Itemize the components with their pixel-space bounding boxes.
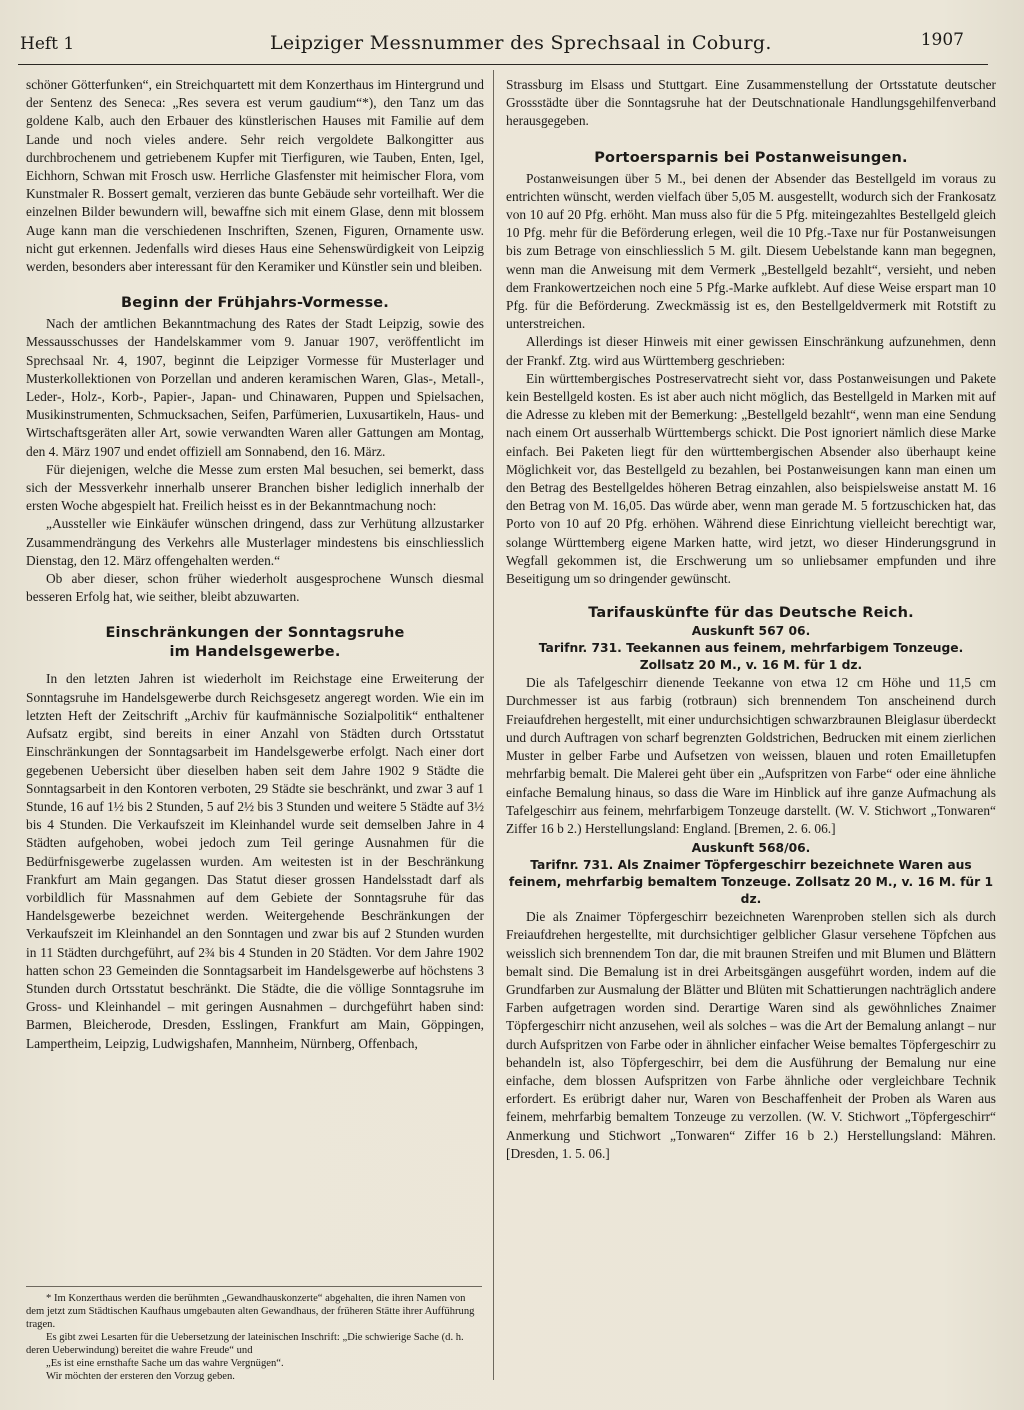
auskunft-567-text: Die als Tafelgeschirr dienende Teekanne von etwa 12 cm Höhe und 11,5 cm Durchmesser ist aus farbig (rotbraun) sich brennendem Ton anscheinend durch Freiaufdrehen hergestellt, mit einer undurchsichtigen schwarzbraunen Bleiglasur überdeckt und durch Auftragen von scharf begrenzten Goldstrichen, Bedrucken mit einem zierlichen Muster in gelber Farbe und Aufsetzen von weissen, blauen und roten Emailletupfen mehrfarbig bemalt. Die Malerei geht über ein „Aufspritzen von Farbe“ oder eine ähnliche einfache Bemalung hinaus, so dass die Ware im Hinblick auf ihre ganze Aufmachung als Tafelgeschirr aus feinem, mehrfarbigem Tonzeuge darstellt. (W. V. Stichwort „Tonwaren“ Ziffer 16 b 2.) Herstellungsland: England. [Bremen, 2. 6. 06.]: [506, 675, 996, 836]
porto-paragraph-3: Ein württembergisches Postreservatrecht sieht vor, dass Postanweisungen und Pakete kein Bestellgeld kosten. Es ist aber auch nicht möglich, das Bestellgeld in Marken mit auf die Adresse zu kleben mit der Bemerkung: „Bestellgeld bezahlt“, wenn man eine Sendung nach einem Ort ausserhalb Württembergs schickt. Die Post ignoriert nämlich diese Marke einfach. Bei Paketen liegt für den württembergischen Absender also überhaupt keine Möglichkeit vor, das Bestellgeld zu bezahlen, bei Postanweisungen kann man einen um den Betrag des Bestellgeldes höheren Betrag einzahlen, also beispielsweise anstatt M. 16 den Betrag von M. 16,05. Das würde aber, wenn man gerade M. 5 fortzuschicken hat, das Porto von 10 auf 20 Pfg. erhöhen. Während diese Einrichtung vielleicht berechtigt war, solange Württemberg eigene Marken hatte, wird jetzt, wo dieser Hinderungsgrund in Wegfall gekommen ist, die Erschwerung um so unliebsamer empfunden und ihre Beseitigung um so dringender gewünscht.: [506, 370, 996, 587]
auskunft-568-title: Auskunft 568/06.: [691, 841, 811, 856]
footnote-2: Es gibt zwei Lesarten für die Uebersetzung der lateinischen Inschrift: „Die schwierige Sache (d. h. deren Ueberwindung) bereitet die wahre Freude“ und: [26, 1332, 464, 1356]
left-column: [26, 76, 484, 1053]
heading-sonntagsruhe-line-1: Einschränkungen der Sonntagsruhe: [105, 625, 405, 642]
heading-sonntagsruhe: [26, 624, 484, 662]
footnote-3: „Es ist eine ernsthafte Sache um das wahre Vergnügen“.: [46, 1358, 284, 1369]
footnote-4: Wir möchten der ersteren den Vorzug geben.: [46, 1371, 235, 1382]
vormesse-paragraph-4: Ob aber dieser, schon früher wiederholt ausgesprochene Wunsch diesmal besseren Erfolg hat, wie seither, bleibt abzuwarten.: [26, 571, 484, 605]
column-divider: [493, 70, 494, 1380]
vormesse-paragraph-2: Für diejenigen, welche die Messe zum ersten Mal besuchen, sei bemerkt, dass sich der Messverkehr innerhalb unserer Branchen bisher lediglich innerhalb der ersten Woche abgespielt hat. Freilich heisst es in der Bekanntmachung noch:: [26, 461, 484, 514]
vormesse-paragraph-1: Nach der amtlichen Bekanntmachung des Rates der Stadt Leipzig, sowie des Messausschusses der Handelskammer vom 9. Januar 1907, veröffentlicht im Sprechsaal Nr. 4, 1907, beginnt die Leipziger Vormesse für Musterlager und Musterkollektionen von Porzellan und anderen keramischen Waren, Glas-, Metall-, Leder-, Holz-, Korb-, Papier-, Japan- und Chinawaren, Puppen und Spielsachen, Musikinstrumenten, Schmucksachen, Seifen, Parfümerien, Luxusartikeln, Haus- und Wirtschaftsgeräten aller Art, sowie verwandten Waren aller Gattungen am Montag, den 4. März 1907 und endet offiziell am Sonnabend, den 16. März.: [26, 316, 484, 459]
auskunft-567-zollsatz: Zollsatz 20 M., v. 16 M. für 1 dz.: [639, 658, 863, 673]
auskunft-568-text: Die als Znaimer Töpfergeschirr bezeichneten Warenproben stellen sich als durch Freiaufdrehen hergestellte, mit durchsichtiger gelblicher Glasur versehene Töpfchen aus weisslich sich brennendem Ton dar, die mit braunen Streifen und mit Blumen und Blättern bemalt sind. Die Bemalung ist in drei Arbeitsgängen ausgeführt worden, indem auf die Grundfarben zur Ausmalung der Blätter und Blüten mit Schattierungen nachträglich andere Farben aufgetragen worden sind. Derartige Waren sind als gewöhnliches Znaimer Töpfergeschirr nicht anzusehen, weil als solches – was die Art der Bemalung anlangt – nur durch Aufspritzen von Farbe oder in ähnlicher einfacher Weise bemaltes Töpfergeschirr zu behandeln ist, also Töpfergeschirr, bei dem die Ausführung der Bemalung nur eine einfache, dem blossen Aufspritzen von Farbe ähnliche oder vergleichbare Technik erfordert. Es erübrigt daher nur, Waren von Beschaffenheit der Proben als Waren aus feinem, mehrfarbig bemaltem Tonzeuge zu verzollen. (W. V. Stichwort „Töpfergeschirr“ Anmerkung und Stichwort „Tonwaren“ Ziffer 16 b 2.) Herstellungsland: Mähren. [Dresden, 1. 5. 06.]: [506, 909, 996, 1161]
auskunft-567-tarif: Tarifnr. 731. Teekannen aus feinem, mehrfarbigem Tonzeuge.: [538, 641, 964, 656]
right-column: [506, 76, 996, 1163]
issue-number: Heft 1: [20, 34, 75, 54]
porto-paragraph-1: Postanweisungen über 5 M., bei denen der Absender das Bestellgeld im voraus zu entrichten wünscht, werden vielfach über 5,05 M. ausgestellt, wodurch sich der Frankosatz von 10 auf 20 Pfg. erhöht. Man muss also für die 5 Pfg. miteingezahltes Bestellgeld gleich 10 Pfg. mehr für die Beförderung erlegen, weil die 10 Pfg.-Taxe nur für Postanweisungen bis zum Betrage von einschliesslich 5 M. gilt. Diesem Uebelstande kann man begegnen, wenn man die Anweisung mit dem Vermerk „Bestellgeld bezahlt“, versieht, und neben dem Frankowertzeichen noch eine 5 Pfg.-Marke aufklebt. Auf diese Weise erspart man 10 Pfg. für die Beförderung. Zweckmässig ist es, den Bestellgeldvermerk mit Rotstift zu unterstreichen.: [506, 170, 996, 332]
header-rule: [18, 64, 988, 65]
publication-title: Leipziger Messnummer des Sprechsaal in Coburg.: [270, 32, 772, 54]
porto-paragraph-2: Allerdings ist dieser Hinweis mit einer gewissen Einschränkung aufzunehmen, denn der Frankf. Ztg. wird aus Württemberg geschrieben:: [506, 334, 996, 368]
footnote-rule: [26, 1286, 482, 1287]
right-intro-paragraph: Strassburg im Elsass und Stuttgart. Eine Zusammenstellung der Ortsstatute deutscher Grossstädte über die Sonntagsruhe hat der Deutschnationale Handlungsgehilfenverband herausgegeben.: [506, 77, 996, 129]
footnotes: [26, 1292, 482, 1383]
page-header: [0, 26, 1024, 66]
sonntagsruhe-paragraph: In den letzten Jahren ist wiederholt im Reichstage eine Erweiterung der Sonntagsruhe im Handelsgewerbe durch Reichsgesetz angeregt worden. Wie ein im letzten Heft der Zeitschrift „Archiv für kaufmännische Sozialpolitik“ enthaltener Aufsatz ergibt, sind bereits in einer Anzahl von Städten durch Ortsstatut Einschränkungen der Sonntagsarbeit im Handelsgewerbe erfolgt. Nach einer dort gegebenen Uebersicht über dieselben haben seit dem Jahre 1902 9 Städte die Sonntagsarbeit in den Kontoren verboten, 29 Städte sie beschränkt, und zwar 3 auf 1 Stunde, 16 auf 1½ bis 2 Stunden, 5 auf 2½ bis 3 Stunden und weitere 5 Städte auf 3½ bis 4 Stunden. Die Verkaufszeit im Kleinhandel wurde seit demselben Jahre in 4 Städten aufgehoben, wobei jedoch zum Teil geringe Ausnahmen für die Bedürfnisgewerbe zugelassen wurden. Am weitesten ist in der Beschränkung Frankfurt am Main gegangen. Das Statut dieser grossen Handelsstadt darf als vorbildlich für Massnahmen auf dem Gebiete der Sonntagsruhe für das Handelsgewerbe bezeichnet werden. Weitergehende Beschränkungen der Verkaufszeit im Kleinhandel an den Sonntagen und zwar bis auf 2 Stunden wurden in 11 Städten durchgeführt, auf 2¾ bis 4 Stunden in 20 Städten. Vor dem Jahre 1902 hatten schon 23 Gemeinden die Sonntagsarbeit im Handelsgewerbe auf höchstens 3 Stunden durch Ortsstatut beschränkt. Die Städte, die die völlige Sonntagsruhe im Gross- und Kleinhandel – mit geringen Ausnahmen – durchgeführt haben sind: Barmen, Bleicherode, Dresden, Esslingen, Frankfurt am Main, Göppingen, Lampertheim, Leipzig, Ludwigshafen, Mannheim, Nürnberg, Offenbach,: [26, 671, 484, 1051]
auskunft-567-title: Auskunft 567 06.: [691, 624, 811, 639]
auskunft-568-tarif: Tarifnr. 731. Als Znaimer Töpfergeschirr bezeichnete Waren aus feinem, mehrfarbig bemaltem Tonzeuge. Zollsatz 20 M., v. 16 M. für 1 dz.: [508, 858, 994, 907]
vormesse-quote: „Aussteller wie Einkäufer wünschen dringend, dass zur Verhütung allzustarker Zusammendrängung des Verkehrs alle Musterlager mindestens bis einschliesslich Dienstag, den 12. März offengehalten werden.“: [26, 516, 484, 568]
heading-sonntagsruhe-line-2: im Handelsgewerbe.: [169, 644, 341, 661]
heading-vormesse: Beginn der Frühjahrs-Vormesse.: [120, 295, 390, 312]
left-intro-paragraph: schöner Götterfunken“, ein Streichquartett mit dem Konzerthaus im Hintergrund und der Sentenz des Seneca: „Res severa est verum gaudium“*), den Tanz um das goldene Kalb, auch den Erbauer des künstlerischen Hauses mit Familie auf dem Lande und noch vieles andere. Sehr reich vergoldete Balkongitter aus durchbrochenem und getriebenem Kupfer mit Tierfiguren, wie Tauben, Enten, Igel, Eichhorn, Schwan mit Frosch usw. Herrliche Glasfenster mit heimischer Flora, vom Kunstmaler R. Bossert gemalt, verzieren das bunte Gebäude sehr vorteilhaft. Wer die einzelnen Bilder bewundern will, bewaffne sich mit einem Glase, denn mit blossem Auge kann man die verschiedenen Inschriften, Szenen, Figuren, Ornamente usw. nicht gut erkennen. Jedenfalls wird dieses Haus eine Sehenswürdigkeit von Leipzig werden, besonders aber interessant für den Keramiker und Künstler sein und bleiben.: [26, 77, 484, 275]
heading-tarifauskuenfte: Tarifauskünfte für das Deutsche Reich.: [588, 605, 914, 622]
footnote-1: * Im Konzerthaus werden die berühmten „Gewandhauskonzerte“ abgehalten, die ihren Namen von dem jetzt zum Städtischen Kaufhaus umgebauten alten Gewandhaus, der früheren Stätte ihrer Aufführung tragen.: [26, 1293, 475, 1330]
publication-year: 1907: [920, 30, 964, 50]
heading-portoersparnis: Portoersparnis bei Postanweisungen.: [594, 149, 908, 166]
